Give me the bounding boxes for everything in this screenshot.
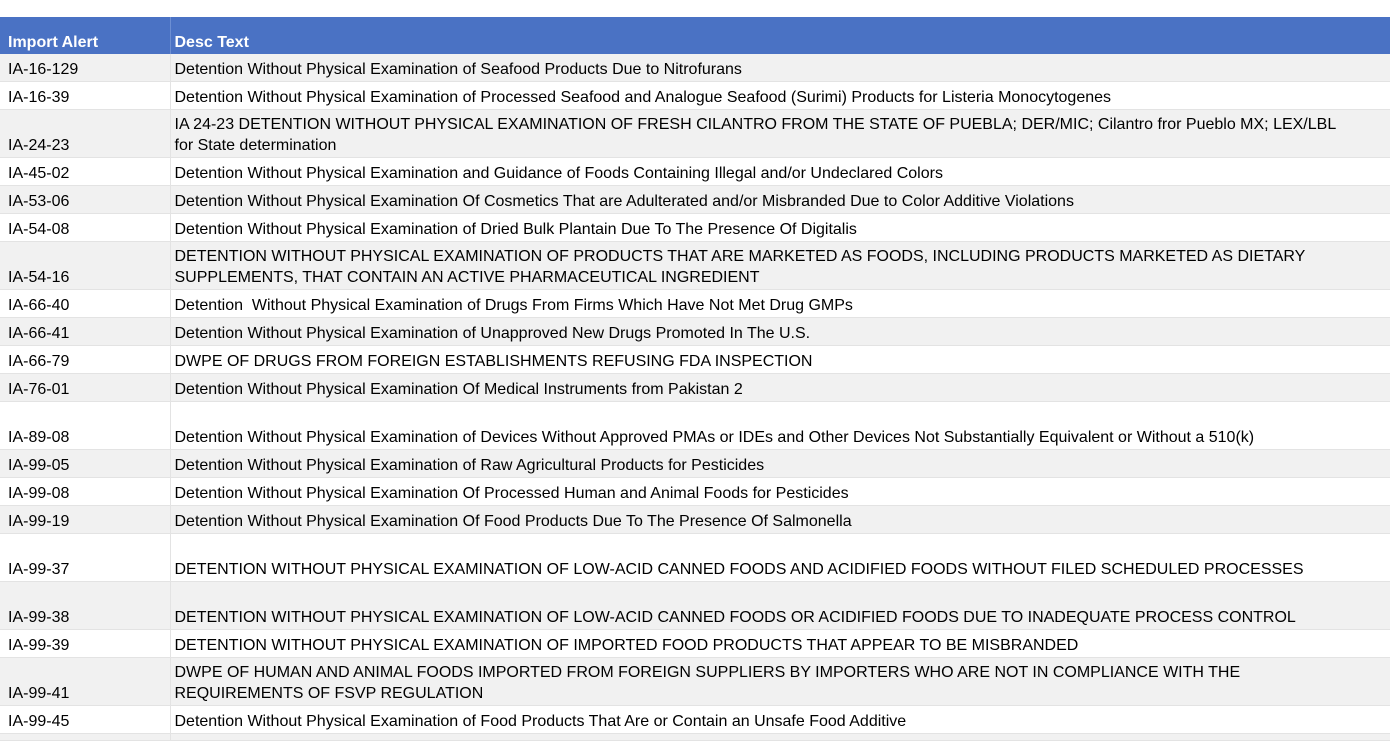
empty-cell[interactable] <box>0 734 170 741</box>
cell-import-alert[interactable]: IA-99-39 <box>0 630 170 658</box>
table-row <box>0 478 1390 506</box>
table-row <box>0 290 1390 318</box>
cell-import-alert[interactable]: IA-99-08 <box>0 478 170 506</box>
cell-import-alert[interactable]: IA-99-19 <box>0 506 170 534</box>
table-row <box>0 158 1390 186</box>
cell-import-alert[interactable]: IA-16-39 <box>0 82 170 110</box>
cell-import-alert[interactable]: IA-53-06 <box>0 186 170 214</box>
table-row <box>0 54 1390 82</box>
cell-import-alert[interactable]: IA-99-45 <box>0 706 170 734</box>
table-row <box>0 110 1390 158</box>
table-row <box>0 374 1390 402</box>
table-row <box>0 630 1390 658</box>
cell-desc-text[interactable]: Detention Without Physical Examination of Devices Without Approved PMAs or IDEs and Other Devices Not Substantially Equivalent or Without a 510(k) <box>170 402 1390 450</box>
cell-import-alert[interactable]: IA-54-08 <box>0 214 170 242</box>
cell-import-alert[interactable]: IA-54-16 <box>0 242 170 290</box>
header-desc-text[interactable]: Desc Text <box>170 17 1390 54</box>
cell-desc-text[interactable]: Detention Without Physical Examination of Seafood Products Due to Nitrofurans <box>170 54 1390 82</box>
table-row <box>0 318 1390 346</box>
cell-desc-text[interactable]: DETENTION WITHOUT PHYSICAL EXAMINATION OF LOW-ACID CANNED FOODS OR ACIDIFIED FOODS DUE TO INADEQUATE PROCESS CONTROL <box>170 582 1390 630</box>
table-row <box>0 186 1390 214</box>
table-row <box>0 506 1390 534</box>
cell-desc-text[interactable]: Detention Without Physical Examination of Food Products That Are or Contain an Unsafe Food Additive <box>170 706 1390 734</box>
empty-row <box>0 734 1390 741</box>
cell-desc-text[interactable]: Detention Without Physical Examination Of Cosmetics That are Adulterated and/or Misbranded Due to Color Additive Violations <box>170 186 1390 214</box>
cell-desc-text[interactable]: Detention Without Physical Examination Of Food Products Due To The Presence Of Salmonella <box>170 506 1390 534</box>
cell-desc-text[interactable]: Detention Without Physical Examination and Guidance of Foods Containing Illegal and/or Undeclared Colors <box>170 158 1390 186</box>
cell-desc-text[interactable]: Detention Without Physical Examination Of Medical Instruments from Pakistan 2 <box>170 374 1390 402</box>
cell-import-alert[interactable]: IA-16-129 <box>0 54 170 82</box>
cell-import-alert[interactable]: IA-66-40 <box>0 290 170 318</box>
cell-import-alert[interactable]: IA-45-02 <box>0 158 170 186</box>
table-row <box>0 402 1390 450</box>
cell-desc-text[interactable]: DETENTION WITHOUT PHYSICAL EXAMINATION OF LOW-ACID CANNED FOODS AND ACIDIFIED FOODS WITHOUT FILED SCHEDULED PROCESSES <box>170 534 1390 582</box>
table-row <box>0 82 1390 110</box>
spreadsheet <box>0 17 1390 741</box>
cell-import-alert[interactable]: IA-76-01 <box>0 374 170 402</box>
cell-import-alert[interactable]: IA-99-37 <box>0 534 170 582</box>
table-row <box>0 214 1390 242</box>
cell-import-alert[interactable]: IA-99-41 <box>0 658 170 706</box>
cell-import-alert[interactable]: IA-66-79 <box>0 346 170 374</box>
header-row <box>0 17 1390 54</box>
cell-desc-text[interactable]: Detention Without Physical Examination of Dried Bulk Plantain Due To The Presence Of Digitalis <box>170 214 1390 242</box>
table-row <box>0 534 1390 582</box>
cell-desc-text[interactable]: Detention Without Physical Examination Of Processed Human and Animal Foods for Pesticides <box>170 478 1390 506</box>
cell-desc-text[interactable]: Detention Without Physical Examination of Drugs From Firms Which Have Not Met Drug GMPs <box>170 290 1390 318</box>
cell-import-alert[interactable]: IA-99-05 <box>0 450 170 478</box>
cell-desc-text[interactable]: DWPE OF DRUGS FROM FOREIGN ESTABLISHMENTS REFUSING FDA INSPECTION <box>170 346 1390 374</box>
cell-import-alert[interactable]: IA-66-41 <box>0 318 170 346</box>
cell-import-alert[interactable]: IA-24-23 <box>0 110 170 158</box>
cell-import-alert[interactable]: IA-89-08 <box>0 402 170 450</box>
cell-desc-text[interactable]: DETENTION WITHOUT PHYSICAL EXAMINATION OF PRODUCTS THAT ARE MARKETED AS FOODS, INCLUDING PRODUCTS MARKETED AS DIETARY SUPPLEMENTS, THAT CONTAIN AN ACTIVE PHARMACEUTICAL INGREDIENT <box>170 242 1390 290</box>
table-row <box>0 346 1390 374</box>
table-row <box>0 582 1390 630</box>
table-row <box>0 242 1390 290</box>
cell-desc-text[interactable]: DETENTION WITHOUT PHYSICAL EXAMINATION OF IMPORTED FOOD PRODUCTS THAT APPEAR TO BE MISBRANDED <box>170 630 1390 658</box>
table-row <box>0 450 1390 478</box>
cell-desc-text[interactable]: DWPE OF HUMAN AND ANIMAL FOODS IMPORTED FROM FOREIGN SUPPLIERS BY IMPORTERS WHO ARE NOT IN COMPLIANCE WITH THE REQUIREMENTS OF FSVP REGULATION <box>170 658 1390 706</box>
cell-desc-text[interactable]: Detention Without Physical Examination of Processed Seafood and Analogue Seafood (Surimi) Products for Listeria Monocytogenes <box>170 82 1390 110</box>
header-import-alert[interactable]: Import Alert <box>0 17 170 54</box>
import-alert-table <box>0 17 1390 741</box>
table-row <box>0 658 1390 706</box>
cell-desc-text[interactable]: IA 24-23 DETENTION WITHOUT PHYSICAL EXAMINATION OF FRESH CILANTRO FROM THE STATE OF PUEBLA; DER/MIC; Cilantro fror Pueblo MX; LEX/LBL for State determination <box>170 110 1390 158</box>
empty-cell[interactable] <box>170 734 1390 741</box>
cell-desc-text[interactable]: Detention Without Physical Examination of Raw Agricultural Products for Pesticides <box>170 450 1390 478</box>
table-row <box>0 706 1390 734</box>
cell-desc-text[interactable]: Detention Without Physical Examination of Unapproved New Drugs Promoted In The U.S. <box>170 318 1390 346</box>
cell-import-alert[interactable]: IA-99-38 <box>0 582 170 630</box>
